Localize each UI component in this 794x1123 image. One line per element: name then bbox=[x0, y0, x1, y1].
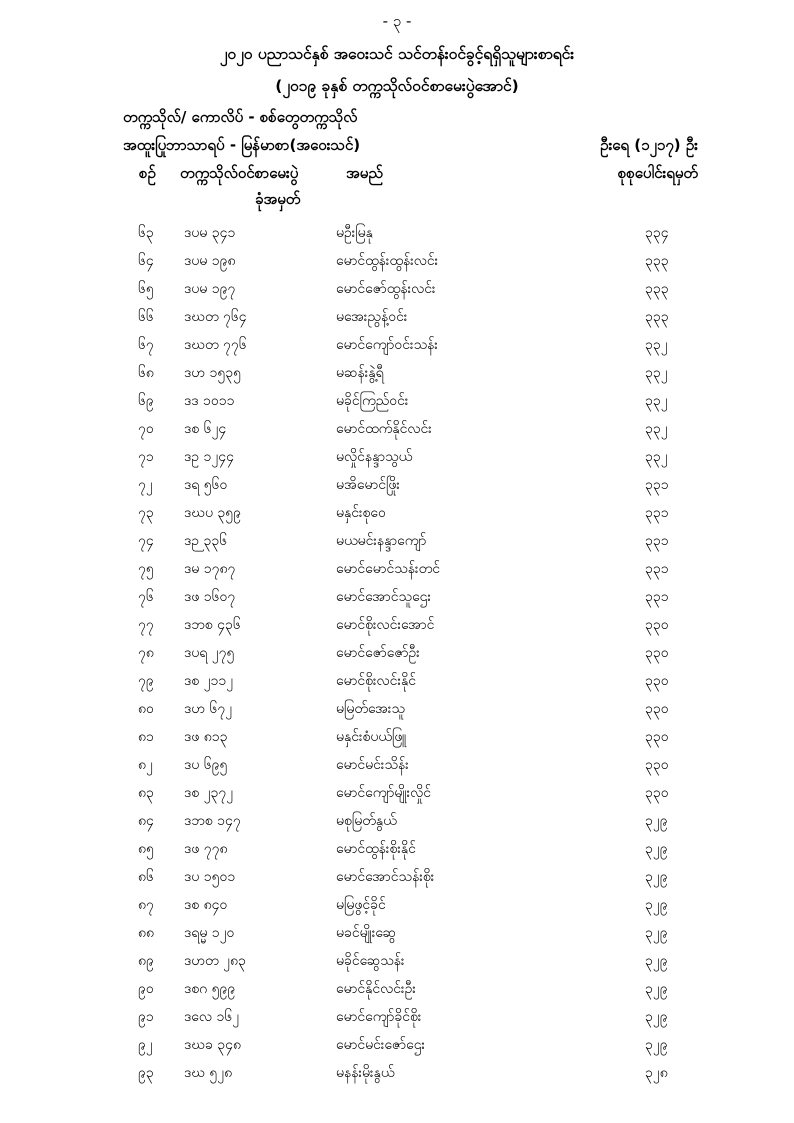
seat-number: ဒပ ၆၉၅ bbox=[184, 757, 228, 773]
row-number: ၈၄ bbox=[138, 813, 154, 829]
student-name: မမြတ်အေးသူ bbox=[336, 701, 405, 717]
table-row bbox=[0, 472, 794, 500]
seat-number: ဒဒ ၁၀၁၁ bbox=[184, 393, 235, 409]
seat-number: ဒလေ ၁၆၂ bbox=[184, 1009, 240, 1025]
total-marks: ၃၃၃ bbox=[645, 281, 669, 297]
student-name: မောင်ဇော်ထွန်းလင်း bbox=[336, 281, 436, 297]
row-number: ၉၂ bbox=[138, 1037, 153, 1053]
student-name: မဦးမြနု bbox=[336, 225, 373, 241]
row-number: ၈၀ bbox=[138, 701, 154, 717]
student-name: မောင်မင်းဇော်ဌေး bbox=[336, 1037, 426, 1053]
seat-number: ဒဖ ၈၁၃ bbox=[184, 729, 228, 745]
table-row bbox=[0, 248, 794, 276]
results-list bbox=[0, 220, 794, 1088]
total-marks: ၃၃၀ bbox=[645, 785, 669, 801]
row-number: ၈၁ bbox=[138, 729, 154, 745]
table-row bbox=[0, 360, 794, 388]
table-row bbox=[0, 612, 794, 640]
university-line: တက္ကသိုလ်/ ကောလိပ် - စစ်တွေတက္ကသိုလ် bbox=[123, 108, 358, 126]
seat-number: ဒဃပ ၃၅၉ bbox=[184, 505, 242, 521]
seat-number: ဒဃတ ၇၆၄ bbox=[184, 309, 247, 325]
student-name: မနှင်းစုဝေ bbox=[336, 505, 386, 521]
table-row bbox=[0, 864, 794, 892]
table-row bbox=[0, 220, 794, 248]
student-name: မယမင်းနန္ဒာကျော် bbox=[336, 533, 427, 549]
row-number: ၇၇ bbox=[138, 617, 154, 633]
seat-number: ဒဉ ၃၃၆ bbox=[184, 533, 228, 549]
student-name: မဆန်းနွဲ့ရီ bbox=[336, 365, 384, 381]
seat-number: ဒဟ ၆၇၂ bbox=[184, 701, 233, 717]
table-row bbox=[0, 948, 794, 976]
row-number: ၉၀ bbox=[138, 981, 154, 997]
student-name: မောင်ကျော်မျိုးလှိုင် bbox=[336, 785, 432, 801]
header-seat: တက္ကသိုလ်ဝင်စာမေးပွဲ bbox=[180, 164, 299, 182]
total-marks: ၃၂၉ bbox=[645, 897, 668, 913]
table-row bbox=[0, 276, 794, 304]
row-number: ၈၃ bbox=[138, 785, 154, 801]
table-row bbox=[0, 416, 794, 444]
row-number: ၆၃ bbox=[138, 225, 154, 241]
student-name: မလှိုင်နန္ဒာသွယ် bbox=[336, 449, 413, 465]
total-marks: ၃၃၁ bbox=[645, 533, 669, 549]
table-row bbox=[0, 808, 794, 836]
total-marks: ၃၃၀ bbox=[645, 673, 669, 689]
student-name: မောင်ကျော်ခိုင်စိုး bbox=[336, 1009, 422, 1025]
table-row bbox=[0, 388, 794, 416]
total-marks: ၃၃၁ bbox=[645, 505, 669, 521]
total-marks: ၃၃၃ bbox=[645, 309, 669, 325]
row-number: ၈၂ bbox=[138, 757, 153, 773]
student-name: မခိုင်ကြည်ဝင်း bbox=[336, 393, 409, 409]
seat-number: ဒစ ၂၃၇၂ bbox=[184, 785, 234, 801]
student-name: မနန်းမိုးနွယ် bbox=[336, 1065, 395, 1081]
total-marks: ၃၃၀ bbox=[645, 757, 669, 773]
table-row bbox=[0, 724, 794, 752]
total-marks: ၃၂၉ bbox=[645, 813, 668, 829]
student-name: မအေးညွန့်ဝင်း bbox=[336, 309, 408, 325]
row-number: ၇၈ bbox=[138, 645, 154, 661]
table-row bbox=[0, 332, 794, 360]
total-marks: ၃၂၉ bbox=[645, 981, 668, 997]
seat-number: ဒစ ၈၄၀ bbox=[184, 897, 228, 913]
total-marks: ၃၃၄ bbox=[645, 225, 669, 241]
seat-number: ဒဃ ၅၂၈ bbox=[184, 1065, 233, 1081]
seat-number: ဒစဂ ၅၉၉ bbox=[184, 981, 236, 997]
subject-line: အထူးပြုဘာသာရပ် - မြန်မာစာ(အဝေးသင်) bbox=[123, 136, 361, 154]
student-name: မအိမောင်ဖြိုး bbox=[336, 477, 400, 493]
document-subtitle: (၂၀၁၉ ခုနှစ် တက္ကသိုလ်ဝင်စာမေးပွဲအောင်) bbox=[275, 77, 519, 95]
table-row bbox=[0, 1060, 794, 1088]
seat-number: ဒပမ ၃၄၁ bbox=[184, 225, 236, 241]
total-marks: ၃၂၉ bbox=[645, 925, 668, 941]
total-marks: ၃၃၁ bbox=[645, 589, 669, 605]
total-marks: ၃၃၀ bbox=[645, 617, 669, 633]
row-number: ၈၇ bbox=[138, 897, 154, 913]
table-row bbox=[0, 976, 794, 1004]
total-marks: ၃၃၂ bbox=[645, 449, 668, 465]
total-marks: ၃၃၀ bbox=[645, 729, 669, 745]
total-marks: ၃၃၂ bbox=[645, 337, 668, 353]
table-row bbox=[0, 444, 794, 472]
total-marks: ၃၂၉ bbox=[645, 1037, 668, 1053]
total-marks: ၃၃၂ bbox=[645, 365, 668, 381]
table-row bbox=[0, 500, 794, 528]
row-number: ၇၁ bbox=[138, 449, 154, 465]
student-name: မမြဖွင့်ခိုင် bbox=[336, 897, 386, 913]
student-name: မောင်အောင်သူဌေး bbox=[336, 589, 432, 605]
total-marks: ၃၂၈ bbox=[645, 1065, 668, 1081]
student-name: မောင်ကျော်ဝင်းသန်း bbox=[336, 337, 438, 353]
seat-number: ဒပမ ၁၉၈ bbox=[184, 253, 236, 269]
total-marks: ၃၃၀ bbox=[645, 701, 669, 717]
total-marks: ၃၃၂ bbox=[645, 421, 668, 437]
table-row bbox=[0, 920, 794, 948]
seat-number: ဒဖ ၇၇၈ bbox=[184, 841, 228, 857]
seat-number: ဒမ ၁၇၈၇ bbox=[184, 561, 236, 577]
table-row bbox=[0, 892, 794, 920]
seat-number: ဒပ ၁၅၀၁ bbox=[184, 869, 236, 885]
seat-number: ဒစ ၂၁၁၂ bbox=[184, 673, 234, 689]
seat-number: ဒဥ ၁၂၄၄ bbox=[184, 449, 235, 465]
table-row bbox=[0, 1032, 794, 1060]
total-marks: ၃၂၉ bbox=[645, 953, 668, 969]
table-row bbox=[0, 1004, 794, 1032]
seat-number: ဒဟ ၁၅၃၅ bbox=[184, 365, 241, 381]
student-name: မောင်စိုးလင်းနိုင် bbox=[336, 673, 416, 689]
row-number: ၈၈ bbox=[138, 925, 154, 941]
total-marks: ၃၃၀ bbox=[645, 645, 669, 661]
row-number: ၈၅ bbox=[138, 841, 154, 857]
table-row bbox=[0, 696, 794, 724]
row-number: ၈၆ bbox=[138, 869, 154, 885]
table-row bbox=[0, 556, 794, 584]
table-row bbox=[0, 752, 794, 780]
seat-number: ဒရမ္မ ၁၂၀ bbox=[184, 925, 235, 941]
table-row bbox=[0, 528, 794, 556]
header-no: စဉ် bbox=[139, 164, 156, 182]
table-row bbox=[0, 836, 794, 864]
header-marks: စုစုပေါင်းရမှတ် bbox=[617, 164, 698, 182]
table-row bbox=[0, 640, 794, 668]
row-number: ၉၁ bbox=[138, 1009, 154, 1025]
table-row bbox=[0, 584, 794, 612]
seat-number: ဒစ ၆၂၄ bbox=[184, 421, 227, 437]
student-name: မနှင်းစံပယ်ဖြူ bbox=[336, 729, 407, 745]
row-number: ၆၉ bbox=[138, 393, 154, 409]
header-seat-number: ခုံအမှတ် bbox=[255, 190, 301, 208]
seat-number: ဒဃခ ၃၄၈ bbox=[184, 1037, 242, 1053]
row-number: ၆၆ bbox=[138, 309, 154, 325]
student-name: မောင်ထက်နိုင်လင်း bbox=[336, 421, 432, 437]
row-number: ၇၃ bbox=[138, 505, 154, 521]
student-name: မောင်အောင်သန်းစိုး bbox=[336, 869, 435, 885]
student-name: မောင်ထွန်းစိုးနိုင် bbox=[336, 841, 416, 857]
student-name: မောင်မင်းသိန်း bbox=[336, 757, 409, 773]
total-marks: ၃၃၃ bbox=[645, 253, 669, 269]
total-marks: ၃၂၉ bbox=[645, 1009, 668, 1025]
total-marks: ၃၃၁ bbox=[645, 561, 669, 577]
document-title: ၂၀၂၀ ပညာသင်နှစ် အဝေးသင် သင်တန်းဝင်ခွင့်ရရှိသူများစာရင်း bbox=[219, 45, 575, 63]
student-name: မောင်နိုင်လင်းဦး bbox=[336, 981, 416, 997]
total-marks: ၃၂၉ bbox=[645, 841, 668, 857]
student-name: မောင်ဇော်ဇော်ဦး bbox=[336, 645, 420, 661]
row-number: ၇၄ bbox=[138, 533, 154, 549]
row-number: ၆၅ bbox=[138, 281, 154, 297]
seat-number: ဒရ ၅၆၀ bbox=[184, 477, 228, 493]
row-number: ၆၄ bbox=[138, 253, 154, 269]
student-name: မောင်ထွန်းထွန်းလင်း bbox=[336, 253, 439, 269]
row-number: ၆၇ bbox=[138, 337, 154, 353]
seat-number: ဒဟတ ၂၈၃ bbox=[184, 953, 246, 969]
seat-number: ဒဘစ ၄၃၆ bbox=[184, 617, 241, 633]
total-marks: ၃၃၂ bbox=[645, 393, 668, 409]
table-row bbox=[0, 780, 794, 808]
seat-number: ဒပရ ၂၇၅ bbox=[184, 645, 235, 661]
row-number: ၈၉ bbox=[138, 953, 154, 969]
row-number: ၆၈ bbox=[138, 365, 154, 381]
student-name: မောင်စိုးလင်းအောင် bbox=[336, 617, 435, 633]
table-row bbox=[0, 304, 794, 332]
total-marks: ၃၂၉ bbox=[645, 869, 668, 885]
row-number: ၇၉ bbox=[138, 673, 154, 689]
student-name: မောင်မောင်သန်းတင် bbox=[336, 561, 440, 577]
row-number: ၇၂ bbox=[138, 477, 153, 493]
seat-number: ဒဖ ၁၆၀၇ bbox=[184, 589, 236, 605]
total-marks: ၃၃၁ bbox=[645, 477, 669, 493]
page-number: - ၃ - bbox=[382, 12, 412, 30]
row-number: ၇၅ bbox=[138, 561, 154, 577]
table-row bbox=[0, 668, 794, 696]
row-number: ၇၆ bbox=[138, 589, 154, 605]
total-count: ဦးရေ (၁၂၁၇) ဦး bbox=[600, 136, 698, 154]
seat-number: ဒဃတ ၇၇၆ bbox=[184, 337, 247, 353]
student-name: မစုမြတ်နွယ် bbox=[336, 813, 397, 829]
seat-number: ဒဘစ ၁၄၇ bbox=[184, 813, 241, 829]
row-number: ၉၃ bbox=[138, 1065, 154, 1081]
student-name: မခိုင်ဆွေသန်း bbox=[336, 953, 405, 969]
header-name: အမည် bbox=[346, 164, 383, 182]
seat-number: ဒပမ ၁၉၇ bbox=[184, 281, 236, 297]
student-name: မခင်မျိုးဆွေ bbox=[336, 925, 397, 941]
row-number: ၇၀ bbox=[138, 421, 154, 437]
